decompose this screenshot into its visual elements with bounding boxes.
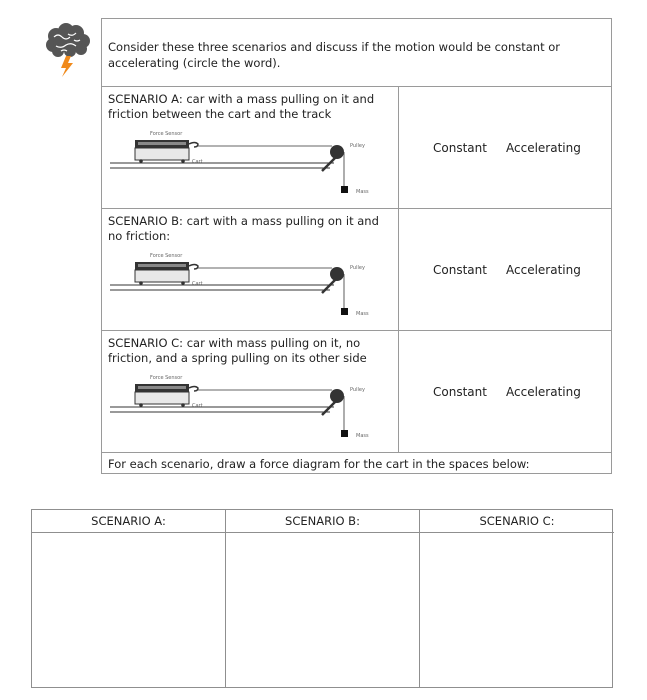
force-sensor-label: Force Sensor <box>150 375 183 381</box>
scenario-c-row <box>102 331 611 453</box>
cart <box>135 148 189 160</box>
cart <box>135 270 189 282</box>
cart-label: Cart <box>192 159 203 165</box>
force-diagram-table <box>31 509 613 688</box>
scenario-a-accelerating[interactable]: Accelerating <box>506 141 581 155</box>
fbd-drawing-area-c[interactable] <box>420 533 614 687</box>
fbd-header-a: SCENARIO A: <box>32 510 225 533</box>
fbd-header-b: SCENARIO B: <box>226 510 419 533</box>
cart-label: Cart <box>192 403 203 409</box>
mass-label: Mass <box>356 433 369 439</box>
mass-label: Mass <box>356 311 369 317</box>
pulley <box>330 389 344 403</box>
hook <box>189 143 198 148</box>
scenario-c-diagram <box>102 331 398 452</box>
scenario-b-accelerating[interactable]: Accelerating <box>506 263 581 277</box>
scenario-b-text: SCENARIO B: cart with a mass pulling on it and no friction: <box>108 214 379 243</box>
cart-label: Cart <box>192 281 203 287</box>
hook <box>189 265 198 270</box>
hook <box>189 387 198 392</box>
scenario-b-choices <box>399 209 611 330</box>
fbd-drawing-area-b[interactable] <box>226 533 419 687</box>
fbd-column-b <box>226 510 420 687</box>
scenario-table <box>101 18 612 474</box>
pulley-label: Pulley <box>350 143 365 149</box>
force-sensor-label: Force Sensor <box>150 131 183 137</box>
brain-lightning-icon <box>44 22 92 78</box>
cart <box>135 392 189 404</box>
pulley-label: Pulley <box>350 265 365 271</box>
hanging-mass <box>341 308 348 315</box>
scenario-c-choices <box>399 331 611 452</box>
intro-text: Consider these three scenarios and discuss if the motion would be constant or accelerating (circle the word). <box>102 19 611 87</box>
scenario-c-text: SCENARIO C: car with mass pulling on it, no friction, and a spring pulling on its other side <box>108 336 367 365</box>
scenario-b-cell <box>102 209 399 330</box>
mass-label: Mass <box>356 189 369 195</box>
scenario-c-constant[interactable]: Constant <box>433 385 487 399</box>
scenario-b-constant[interactable]: Constant <box>433 263 487 277</box>
hanging-mass <box>341 430 348 437</box>
scenario-a-text: SCENARIO A: car with a mass pulling on it and friction between the cart and the track <box>108 92 375 121</box>
scenario-a-row <box>102 87 611 209</box>
pulley <box>330 145 344 159</box>
scenario-c-cell <box>102 331 399 452</box>
footer-instruction: For each scenario, draw a force diagram for the cart in the spaces below: <box>108 457 530 471</box>
hanging-mass <box>341 186 348 193</box>
force-sensor-label: Force Sensor <box>150 253 183 259</box>
fbd-header-c: SCENARIO C: <box>420 510 614 533</box>
fbd-column-c <box>420 510 614 687</box>
pulley <box>330 267 344 281</box>
fbd-column-a <box>32 510 226 687</box>
scenario-b-diagram <box>102 209 398 330</box>
scenario-a-cell <box>102 87 399 208</box>
scenario-a-constant[interactable]: Constant <box>433 141 487 155</box>
scenario-a-diagram <box>102 87 398 208</box>
scenario-c-accelerating[interactable]: Accelerating <box>506 385 581 399</box>
pulley-label: Pulley <box>350 387 365 393</box>
scenario-b-row <box>102 209 611 331</box>
fbd-drawing-area-a[interactable] <box>32 533 225 687</box>
scenario-a-choices <box>399 87 611 208</box>
